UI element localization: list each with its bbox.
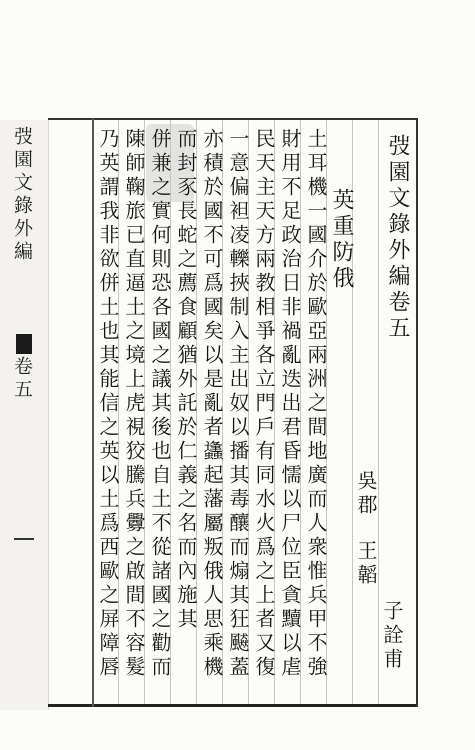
frame-bottom-border (48, 704, 418, 707)
book-title-column: 弢園文錄外編卷五 (385, 134, 410, 342)
fore-edge-title: 弢園文錄外編 (11, 126, 33, 264)
text-column-3: 民天主天方兩教相爭各立門戶有同水火爲之上者又復 (252, 128, 276, 680)
text-column-7: 併兼之實何則恐各國之議其後也自土不從諸國之勸而 (148, 128, 172, 680)
text-column-6: 而封豕長蛇之薦食顧猶外託於仁義之名而內施其 (174, 128, 198, 632)
text-column-2: 財用不足政治日非禍亂迭出君昏懦以尸位臣貪黷以虐 (278, 128, 302, 680)
author-name: 王韜 (354, 540, 378, 588)
fore-edge-fishtail-mark (16, 334, 32, 354)
text-column-8: 陳師鞠旅已直逼土之境上虎視狡騰兵釁之啟間不容髮 (122, 128, 146, 680)
fore-edge-volume: 卷五 (11, 356, 33, 402)
article-title: 英重防俄 (329, 188, 354, 292)
text-column-9: 乃英謂我非欲併土也其能信之英以土爲西歐之屏障唇 (96, 128, 120, 680)
frame-top-border (48, 118, 418, 120)
frame-right-border (416, 118, 418, 707)
text-column-4: 一意偏袒凌轢挾制入主出奴以播其毒釀而煽其狂飇蓋 (226, 128, 250, 680)
author-style-name: 子詮甫 (380, 600, 404, 672)
author-origin: 吳郡 (354, 470, 378, 518)
text-column-1: 土耳機一國介於歐亞兩洲之間地廣而人衆惟兵甲不強 (304, 128, 328, 680)
text-column-5: 亦積於國不可爲國矣以是亂者蠭起藩屬叛俄人思乘機 (200, 128, 224, 680)
fore-edge-tick (14, 538, 34, 540)
